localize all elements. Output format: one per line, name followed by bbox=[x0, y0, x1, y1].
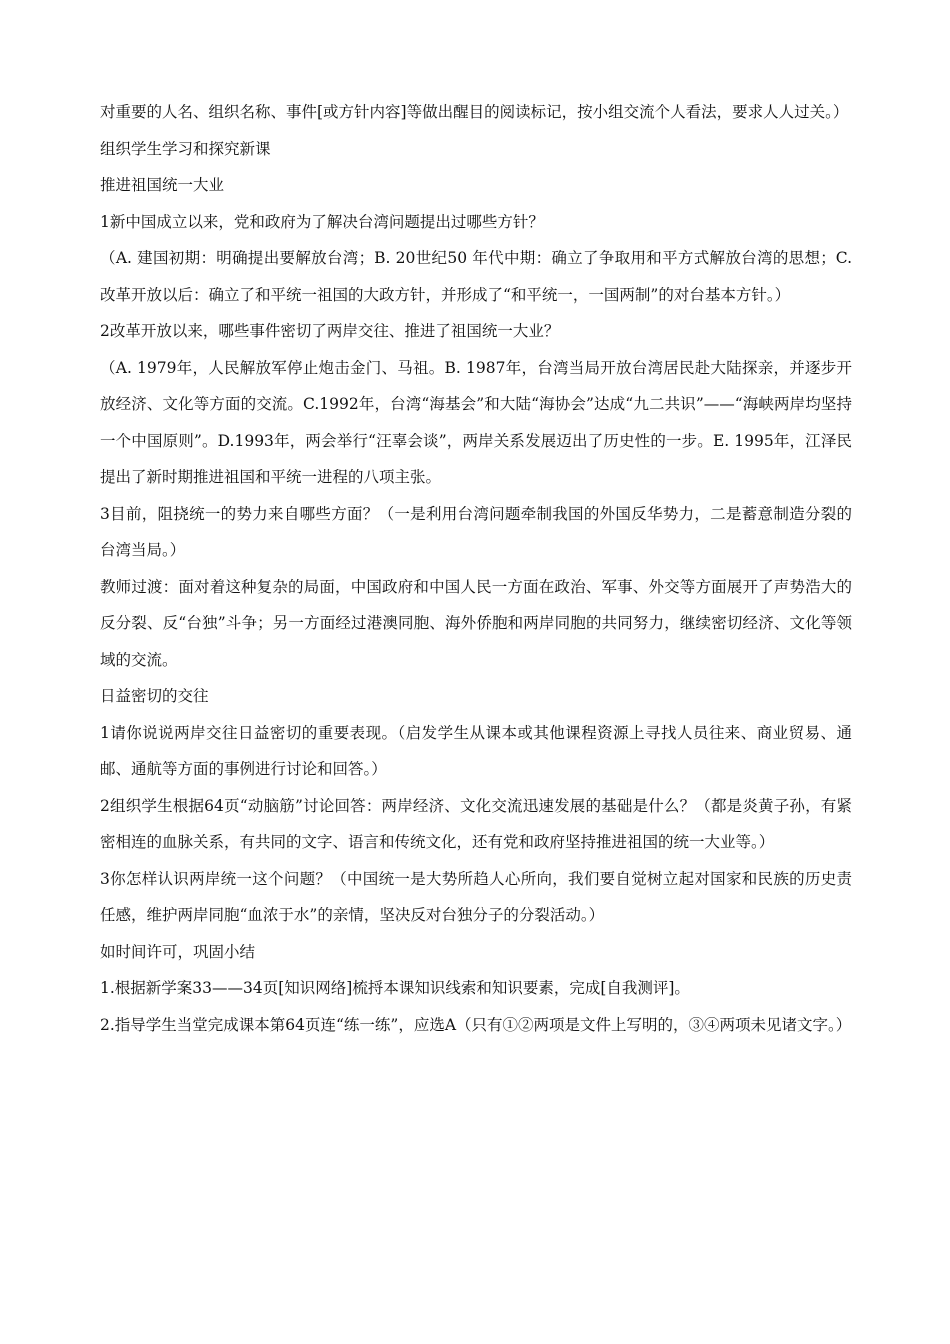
answer-2: （A. 1979年，人民解放军停止炮击金门、马祖。B. 1987年，台湾当局开放台湾居民赴大陆探亲，并逐步开放经济、文化等方面的交流。C.1992年，台湾“海基会”和大陆“海协会”达成“九二共识”——“海峡两岸均坚持一个中国原则”。D.1993年，两会举行“汪辜会谈”，两岸关系发展迈出了历史性的一步。E. 1995年，江泽民提出了新时期推进祖国和平统一进程的八项主张。 bbox=[100, 358, 852, 486]
paragraph-intro-continuation: 对重要的人名、组织名称、事件[或方针内容]等做出醒目的阅读标记，按小组交流个人看法，要求人人过关。） bbox=[100, 103, 849, 121]
exchange-question-1: 1请你说说两岸交往日益密切的重要表现。（启发学生从课本或其他课程资源上寻找人员往来、商业贸易、通邮、通航等方面的事例进行讨论和回答。） bbox=[100, 723, 852, 778]
answer-1: （A. 建国初期：明确提出要解放台湾；B. 20世纪50 年代中期：确立了争取用和平方式解放台湾的思想；C. 改革开放以后：确立了和平统一祖国的大政方针，并形成了“和平统一，一国两制”的对台基本方针。） bbox=[100, 249, 852, 304]
section-heading-exchanges: 日益密切的交往 bbox=[100, 687, 209, 705]
teacher-transition: 教师过渡：面对着这种复杂的局面，中国政府和中国人民一方面在政治、军事、外交等方面展开了声势浩大的反分裂、反“台独”斗争；另一方面经过港澳同胞、海外侨胞和两岸同胞的共同努力，继续密切经济、文化等领域的交流。 bbox=[100, 577, 852, 669]
summary-item-2: 2.指导学生当堂完成课本第64页连“练一练”，应选A（只有①②两项是文件上写明的，③④两项未见诸文字。） bbox=[100, 1015, 852, 1034]
question-2: 2改革开放以来，哪些事件密切了两岸交往、推进了祖国统一大业？ bbox=[100, 322, 560, 340]
question-3: 3目前，阻挠统一的势力来自哪些方面？（一是利用台湾问题牵制我国的外国反华势力，二是蓄意制造分裂的台湾当局。） bbox=[100, 504, 852, 559]
document-body bbox=[100, 94, 852, 1043]
exchange-question-2: 2组织学生根据64页“动脑筋”讨论回答：两岸经济、文化交流迅速发展的基础是什么？（都是炎黄子孙，有紧密相连的血脉关系，有共同的文字、语言和传统文化，还有党和政府坚持推进祖国的统一大业等。） bbox=[100, 796, 852, 851]
section-heading-organize: 组织学生学习和探究新课 bbox=[100, 139, 271, 158]
summary-item-1: 1.根据新学案33——34页[知识网络]梳捋本课知识线索和知识要素，完成[自我测评]。 bbox=[100, 979, 690, 997]
section-heading-reunification: 推进祖国统一大业 bbox=[100, 176, 225, 194]
section-heading-summary: 如时间许可，巩固小结 bbox=[100, 942, 256, 961]
exchange-question-3: 3你怎样认识两岸统一这个问题？（中国统一是大势所趋人心所向，我们要自觉树立起对国家和民族的历史责任感，维护两岸同胞“血浓于水”的亲情，坚决反对台独分子的分裂活动。） bbox=[100, 869, 852, 924]
question-1: 1新中国成立以来，党和政府为了解决台湾问题提出过哪些方针？ bbox=[100, 212, 544, 231]
